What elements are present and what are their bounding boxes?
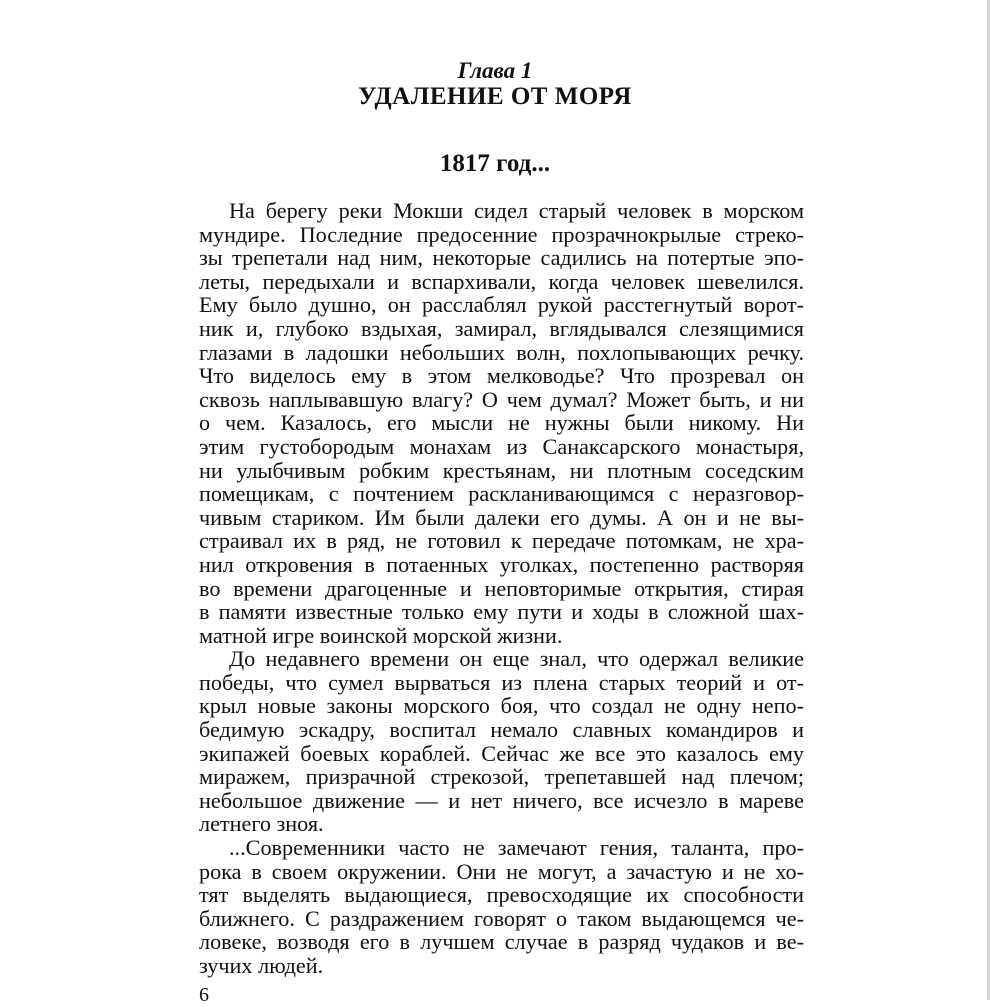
text-line: победы, что сумел вырваться из плена старых теорий и от-: [199, 669, 804, 695]
text-line: зучих людей.: [199, 953, 324, 978]
text-line: рока в своем окружении. Они не могут, а зачастую и не хо-: [199, 858, 804, 884]
text-line: летнего зноя.: [199, 811, 324, 837]
text-line: бедимую эскадру, воспитал немало славных командиров и: [199, 717, 804, 743]
text-line: ловеке, возводя его в лучшем случае в разряд чудаков и ве-: [199, 929, 804, 955]
text-line: До недавнего времени он еще знал, что одержал великие: [229, 646, 804, 672]
text-line: о чем. Казалось, его мысли не нужны были никому. Ни: [199, 410, 804, 436]
text-line: нил откровения в потаенных уголках, постепенно растворяя: [199, 551, 804, 577]
text-line: миражем, призрачной стрекозой, трепетавшей над плечом;: [199, 764, 804, 790]
text-line: чивым стариком. Им были далеки его думы. А он и не вы-: [199, 504, 804, 530]
text-line: леты, передыхали и вспархивали, когда человек шевелился.: [199, 268, 804, 294]
text-line: этим густобородым монахам из Санаксарского монастыря,: [199, 433, 804, 459]
text-line: матной игре воинской морской жизни.: [199, 622, 563, 648]
text-line: ни улыбчивым робким крестьянам, ни плотным соседским: [199, 457, 804, 483]
text-line: небольшое движение — и нет ничего, все исчезло в мареве: [199, 787, 804, 813]
text-line: помещикам, с почтением раскланивающимся с неразговор-: [199, 481, 804, 507]
text-line: глазами в ладошки небольших волн, похлопывающих речку.: [199, 339, 804, 365]
text-line: Что виделось ему в этом мелководье? Что прозревал он: [199, 363, 804, 389]
text-line: мундире. Последние предосенние прозрачнокрылые стреко-: [199, 221, 804, 247]
text-line: в памяти известные только ему пути и ходы в сложной шах-: [199, 599, 804, 625]
text-line: ник и, глубоко вздыхая, замирал, вглядывался слезящимися: [199, 315, 804, 341]
text-line: страивал их в ряд, не готовил к передаче потомкам, не хра-: [199, 528, 804, 554]
paragraph: [199, 199, 804, 647]
page-number: 6: [199, 984, 209, 1006]
text-line: тят выделять выдающиеся, превосходящие их способности: [199, 882, 804, 908]
text-line: экипажей боевых кораблей. Сейчас же все это казалось ему: [199, 740, 804, 766]
text-line: сквозь наплывавшую влагу? О чем думал? Может быть, и ни: [199, 386, 804, 412]
text-line: крыл новые законы морского боя, что создал не одну непо-: [199, 693, 804, 719]
chapter-title: УДАЛЕНИЕ ОТ МОРЯ: [358, 83, 632, 110]
text-line: ближнего. С раздражением говорят о таком выдающемся че-: [199, 905, 804, 931]
body-text: [199, 199, 804, 978]
chapter-label: Глава 1: [457, 58, 533, 83]
paragraph: [199, 647, 804, 836]
text-line: На берегу реки Мокши сидел старый человек в морском: [229, 198, 804, 223]
text-line: Ему было душно, он расслаблял рукой расстегнутый ворот-: [199, 292, 804, 318]
paragraph: [199, 836, 804, 978]
text-line: зы трепетали над ним, некоторые садились на потертые эпо-: [199, 245, 804, 271]
year-heading: 1817 год...: [439, 150, 551, 177]
text-line: ...Современники часто не замечают гения, таланта, про-: [229, 835, 804, 861]
text-line: во времени драгоценные и неповторимые открытия, стирая: [199, 575, 804, 601]
